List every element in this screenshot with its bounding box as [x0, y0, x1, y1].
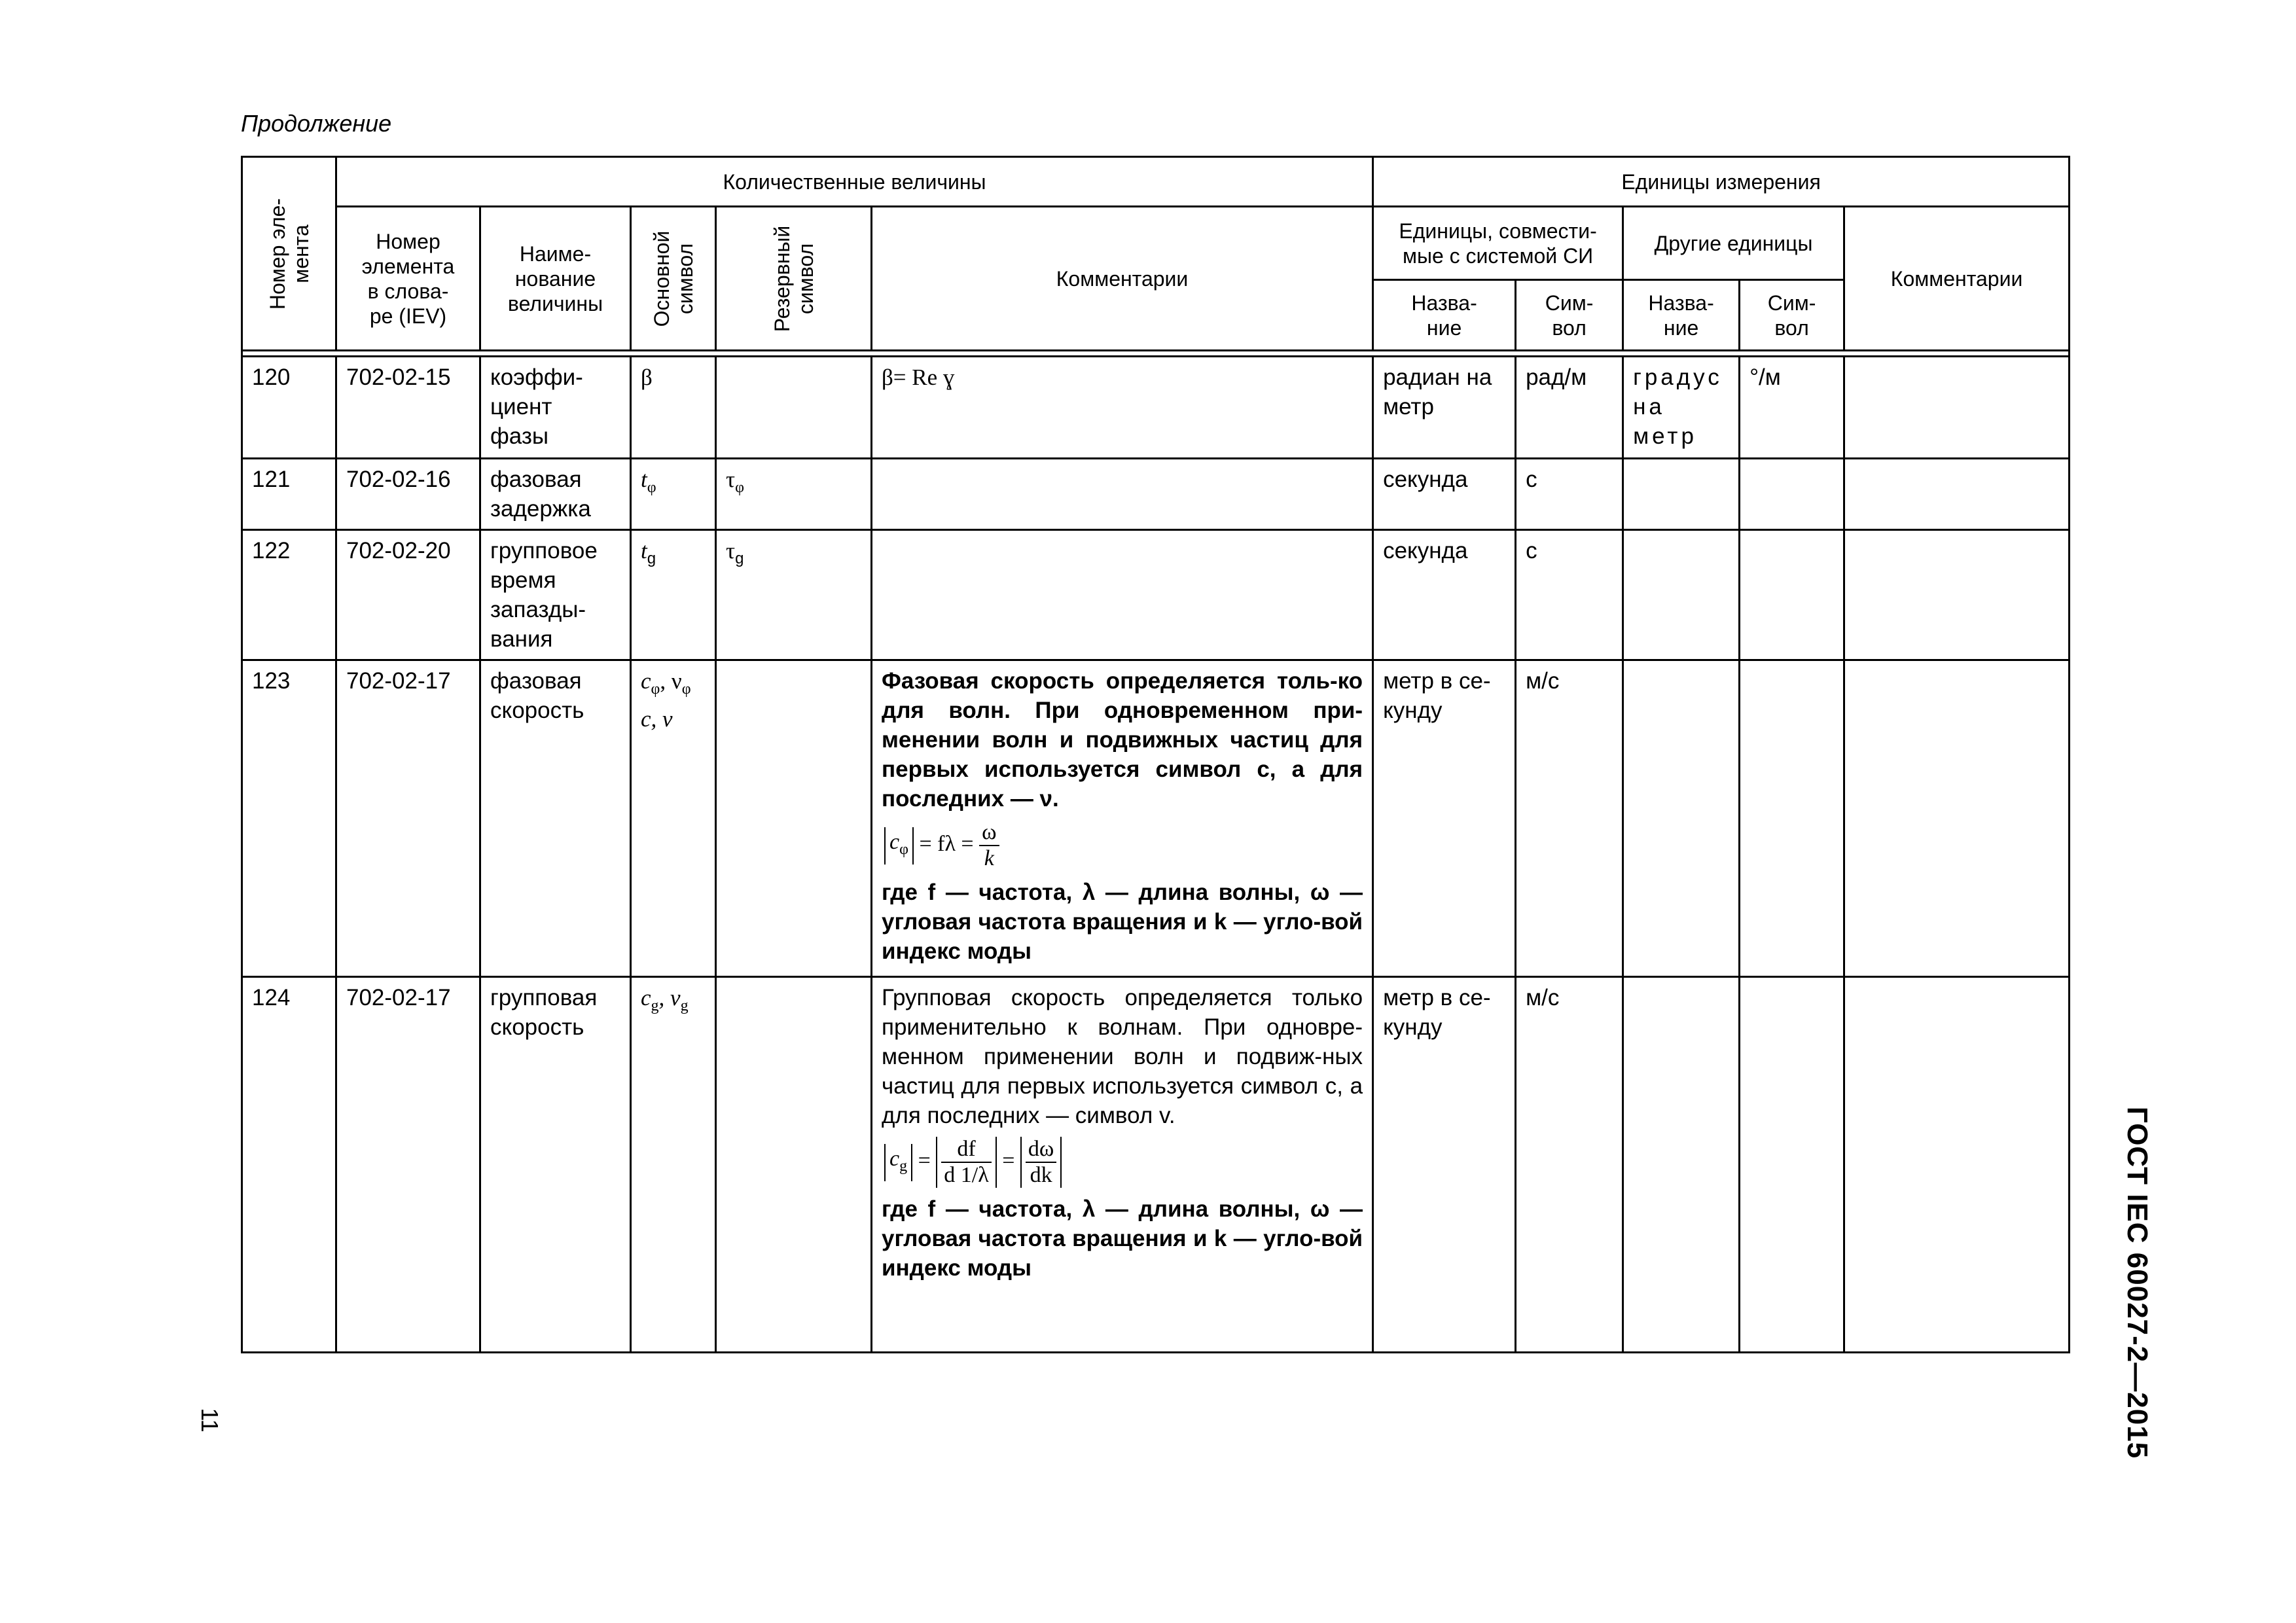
cell-iev: 702-02-16	[336, 459, 480, 530]
comment-legend: где f — частота, λ — длина волны, ω — угловая частота вращения и k — угло-вой индекс моды	[882, 1196, 1363, 1281]
cell-other-symbol	[1740, 977, 1844, 1353]
cell-other-name	[1623, 977, 1740, 1353]
header-reserve-symbol: Резервный символ	[716, 207, 872, 351]
header-quantities: Количественные величины	[336, 157, 1373, 207]
cell-item-no: 122	[242, 530, 336, 660]
cell-other-symbol	[1740, 459, 1844, 530]
header-main-symbol: Основной символ	[631, 207, 716, 351]
cell-iev: 702-02-17	[336, 660, 480, 977]
comment-text: Групповая скорость определяется только применительно к волнам. При одновре-менном применении волн и подвиж-ных частиц для первых используется символ c, а для последних — символ v.	[882, 985, 1363, 1128]
cell-unit-comment	[1844, 530, 2070, 660]
cell-comment: β= Re ɣ	[872, 357, 1373, 459]
cell-other-name	[1623, 459, 1740, 530]
cell-other-name	[1623, 660, 1740, 977]
cell-si-symbol: м/с	[1516, 660, 1623, 977]
cell-si-symbol: с	[1516, 530, 1623, 660]
table-row	[242, 660, 2070, 977]
cell-main-symbol: $c_g$, $v_g$	[631, 977, 716, 1353]
cell-si-symbol: рад/м	[1516, 357, 1623, 459]
table-row	[242, 530, 2070, 660]
cell-item-no: 124	[242, 977, 336, 1353]
header-other-unit-symbol: Сим- вол	[1740, 280, 1844, 351]
cell-unit-comment	[1844, 977, 2070, 1353]
cell-name: коэффи- циент фазы	[480, 357, 631, 459]
cell-reserve-symbol	[716, 357, 872, 459]
continuation-label: Продолжение	[241, 110, 392, 137]
table-row	[242, 357, 2070, 459]
cell-name: групповая скорость	[480, 977, 631, 1353]
header-units: Единицы измерения	[1373, 157, 2070, 207]
cell-name: фазовая скорость	[480, 660, 631, 977]
header-other-units: Другие единицы	[1623, 207, 1844, 280]
cell-si-symbol: с	[1516, 459, 1623, 530]
cell-reserve-symbol: $\tau_\varphi$	[716, 459, 872, 530]
header-name: Наиме- нование величины	[480, 207, 631, 351]
cell-comment	[872, 660, 1373, 977]
comment-text: Фазовая скорость определяется толь-ко для волн. При одновременном при-менении волн и подвижных частиц для первых используется символ c, а для последних — ν.	[882, 668, 1363, 812]
header-item-no: Номер эле- мента	[242, 157, 336, 351]
comment-legend: где f — частота, λ — длина волны, ω — угловая частота вращения и k — угло-вой индекс моды	[882, 880, 1363, 964]
cell-reserve-symbol	[716, 977, 872, 1353]
cell-unit-comment	[1844, 357, 2070, 459]
cell-main-symbol: $c_\varphi$, $\nu_\varphi$ c, ν	[631, 660, 716, 977]
cell-iev: 702-02-17	[336, 977, 480, 1353]
cell-other-symbol: °/м	[1740, 357, 1844, 459]
cell-item-no: 121	[242, 459, 336, 530]
cell-main-symbol: $t_g$	[631, 530, 716, 660]
cell-si-name: метр в се- кунду	[1373, 977, 1516, 1353]
cell-si-name: радиан на метр	[1373, 357, 1516, 459]
header-si-unit-name: Назва- ние	[1373, 280, 1516, 351]
cell-unit-comment	[1844, 660, 2070, 977]
page-number: 11	[196, 1408, 223, 1433]
cell-si-name: секунда	[1373, 530, 1516, 660]
cell-comment	[872, 530, 1373, 660]
table-row	[242, 977, 2070, 1353]
cell-other-name	[1623, 530, 1740, 660]
cell-main-symbol: $t_\varphi$	[631, 459, 716, 530]
cell-item-no: 120	[242, 357, 336, 459]
cell-other-name: градус на метр	[1623, 357, 1740, 459]
cell-comment	[872, 977, 1373, 1353]
cell-name: фазовая задержка	[480, 459, 631, 530]
cell-item-no: 123	[242, 660, 336, 977]
quantities-table	[241, 156, 2070, 1353]
group-velocity-formula: $c_g$ = $\frac{df}{d 1/\lambda}$ = $\frac{d\omega}{dk}$	[884, 1137, 1363, 1188]
cell-other-symbol	[1740, 530, 1844, 660]
cell-main-symbol: β	[631, 357, 716, 459]
header-other-unit-name: Назва- ние	[1623, 280, 1740, 351]
standard-id: ГОСТ IEC 60027-2—2015	[2121, 1106, 2153, 1459]
cell-name: групповое время запазды- вания	[480, 530, 631, 660]
header-iev-no: Номер элемента в слова- ре (IEV)	[336, 207, 480, 351]
cell-si-symbol: м/с	[1516, 977, 1623, 1353]
cell-si-name: метр в се- кунду	[1373, 660, 1516, 977]
cell-si-name: секунда	[1373, 459, 1516, 530]
header-comments: Комментарии	[872, 207, 1373, 351]
cell-other-symbol	[1740, 660, 1844, 977]
header-si-units: Единицы, совмести- мые с системой СИ	[1373, 207, 1623, 280]
table-header	[242, 157, 2070, 357]
phase-velocity-formula: $c_\varphi = f\lambda$ = $\frac{\omega}{k}$	[884, 820, 1363, 871]
header-units-comments: Комментарии	[1844, 207, 2070, 351]
cell-reserve-symbol: $\tau_g$	[716, 530, 872, 660]
cell-iev: 702-02-20	[336, 530, 480, 660]
cell-unit-comment	[1844, 459, 2070, 530]
cell-iev: 702-02-15	[336, 357, 480, 459]
cell-comment	[872, 459, 1373, 530]
cell-reserve-symbol	[716, 660, 872, 977]
header-si-unit-symbol: Сим- вол	[1516, 280, 1623, 351]
table-row	[242, 459, 2070, 530]
